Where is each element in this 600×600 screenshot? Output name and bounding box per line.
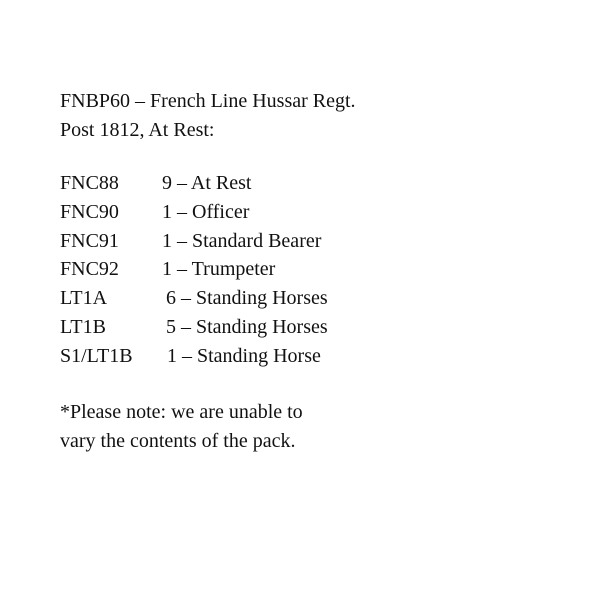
- item-description: 9 – At Rest: [162, 172, 252, 194]
- note-line: vary the contents of the pack.: [60, 429, 296, 452]
- item-description: 1 – Standing Horse: [167, 344, 321, 367]
- pack-note: [60, 398, 303, 455]
- item-code: FNC92: [60, 258, 119, 281]
- list-item: [60, 198, 328, 227]
- item-code: LT1A: [60, 287, 108, 310]
- pack-contents-list: [60, 169, 328, 371]
- pack-heading: [60, 87, 356, 144]
- item-description: 6 – Standing Horses: [166, 287, 328, 310]
- list-item: [60, 284, 328, 313]
- item-description: 5 – Standing Horses: [166, 315, 328, 338]
- item-description: 1 – Trumpeter: [162, 258, 276, 281]
- pack-subtitle: Post 1812, At Rest:: [60, 118, 215, 141]
- item-description: 1 – Standard Bearer: [162, 229, 322, 252]
- item-code: S1/LT1B: [60, 344, 133, 367]
- item-code: FNC90: [60, 200, 119, 223]
- list-item: [60, 255, 328, 284]
- item-code: LT1B: [60, 315, 106, 338]
- item-description: 1 – Officer: [162, 200, 250, 223]
- note-line: *Please note: we are unable to: [60, 401, 303, 423]
- item-code: FNC91: [60, 229, 119, 252]
- list-item: [60, 227, 328, 256]
- item-code: FNC88: [60, 172, 119, 194]
- list-item: [60, 169, 328, 198]
- list-item: [60, 342, 328, 371]
- pack-title: FNBP60 – French Line Hussar Regt.: [60, 90, 356, 112]
- list-item: [60, 313, 328, 342]
